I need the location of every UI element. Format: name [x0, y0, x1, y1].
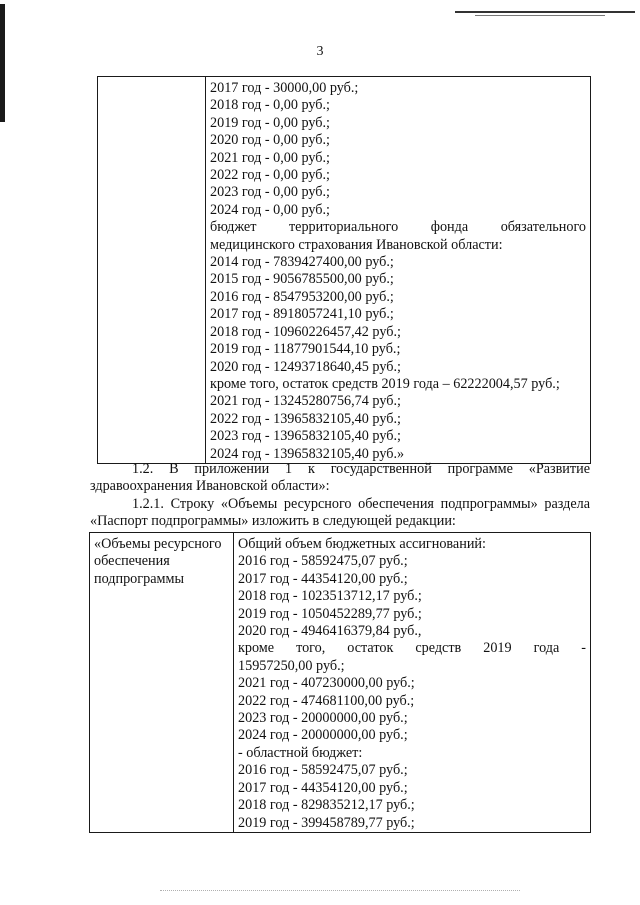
page-number: 3	[316, 44, 324, 59]
table2-line: 2021 год - 407230000,00 руб.;	[238, 675, 415, 692]
table2-right-cell	[234, 533, 591, 833]
table2-line: 2017 год - 44354120,00 руб.;	[238, 779, 408, 796]
table2-line: 2023 год - 20000000,00 руб.;	[238, 710, 408, 727]
table2-line: кроме того, остаток средств 2019 года -	[238, 640, 586, 657]
table2-line: 2018 год - 1023513712,17 руб.;	[238, 588, 422, 605]
table2-line: 2020 год - 4946416379,84 руб.,	[238, 623, 422, 640]
table1-line: 2014 год - 7839427400,00 руб.;	[210, 254, 394, 271]
table1-line: 2023 год - 0,00 руб.;	[210, 184, 331, 201]
table2-left-line: «Объемы ресурсного	[94, 536, 222, 552]
table1-right-cell	[206, 77, 591, 464]
table1-line: 2018 год - 0,00 руб.;	[210, 97, 331, 114]
table2-line: 2024 год - 20000000,00 руб.;	[238, 727, 408, 744]
table1-line: 2018 год - 10960226457,42 руб.;	[210, 323, 401, 340]
table1-line: 2017 год - 30000,00 руб.;	[210, 80, 359, 96]
table1-left-cell	[98, 77, 206, 464]
table1-line: 2021 год - 13245280756,74 руб.;	[210, 393, 401, 410]
table2-line: 2022 год - 474681100,00 руб.;	[238, 692, 415, 709]
table2-line: 2019 год - 399458789,77 руб.;	[238, 814, 415, 831]
table1-line: кроме того, остаток средств 2019 года – 62222004,57 руб.;	[210, 375, 560, 392]
table2-line: Общий объем бюджетных ассигнований:	[238, 536, 486, 552]
table1-line: 2020 год - 0,00 руб.;	[210, 132, 331, 149]
table1-line: 2015 год - 9056785500,00 руб.;	[210, 271, 394, 288]
table2-line: 2018 год - 829835212,17 руб.;	[238, 797, 415, 814]
table1-line: 2019 год - 0,00 руб.;	[210, 114, 331, 131]
table1-line: 2020 год - 12493718640,45 руб.;	[210, 358, 401, 375]
paragraph-1-2: 1.2. В приложении 1 к государственной программе «Развитие здравоохранения Ивановской области»:	[90, 461, 590, 495]
funding-table-continuation	[97, 76, 591, 464]
table1-line: медицинского страхования Ивановской области:	[210, 236, 503, 253]
table1-line: 2019 год - 11877901544,10 руб.;	[210, 341, 401, 358]
table2-line: 2017 год - 44354120,00 руб.;	[238, 570, 408, 587]
table1-line: 2022 год - 13965832105,40 руб.;	[210, 410, 401, 427]
scan-edge-mark	[0, 4, 5, 122]
scan-noise	[160, 890, 520, 892]
table2-left-cell	[90, 533, 234, 833]
table1-line: 2024 год - 0,00 руб.;	[210, 201, 331, 218]
table2-line: 2016 год - 58592475,07 руб.;	[238, 553, 408, 570]
table2-line: 15957250,00 руб.;	[238, 657, 345, 674]
table2-line: - областной бюджет:	[238, 744, 363, 761]
table1-line: 2016 год - 8547953200,00 руб.;	[210, 288, 394, 305]
table1-line: 2024 год - 13965832105,40 руб.»	[210, 445, 405, 462]
paragraph-1-2-1: 1.2.1. Строку «Объемы ресурсного обеспечения подпрограммы» раздела «Паспорт подпрограммы» изложить в следующей редакции:	[90, 496, 590, 530]
header-rule	[455, 11, 635, 13]
table2-line: 2016 год - 58592475,07 руб.;	[238, 762, 408, 779]
table1-line: 2023 год - 13965832105,40 руб.;	[210, 428, 401, 445]
table2-left-line: подпрограммы	[94, 570, 184, 587]
table1-line: бюджет территориального фонда обязательного	[210, 219, 586, 236]
table1-line: 2022 год - 0,00 руб.;	[210, 167, 331, 184]
table2-line: 2019 год - 1050452289,77 руб.;	[238, 605, 422, 622]
table2-left-line: обеспечения	[94, 553, 170, 570]
table1-line: 2021 год - 0,00 руб.;	[210, 149, 331, 166]
subprogram-resources-table	[89, 532, 591, 833]
table1-line: 2017 год - 8918057241,10 руб.;	[210, 306, 394, 323]
